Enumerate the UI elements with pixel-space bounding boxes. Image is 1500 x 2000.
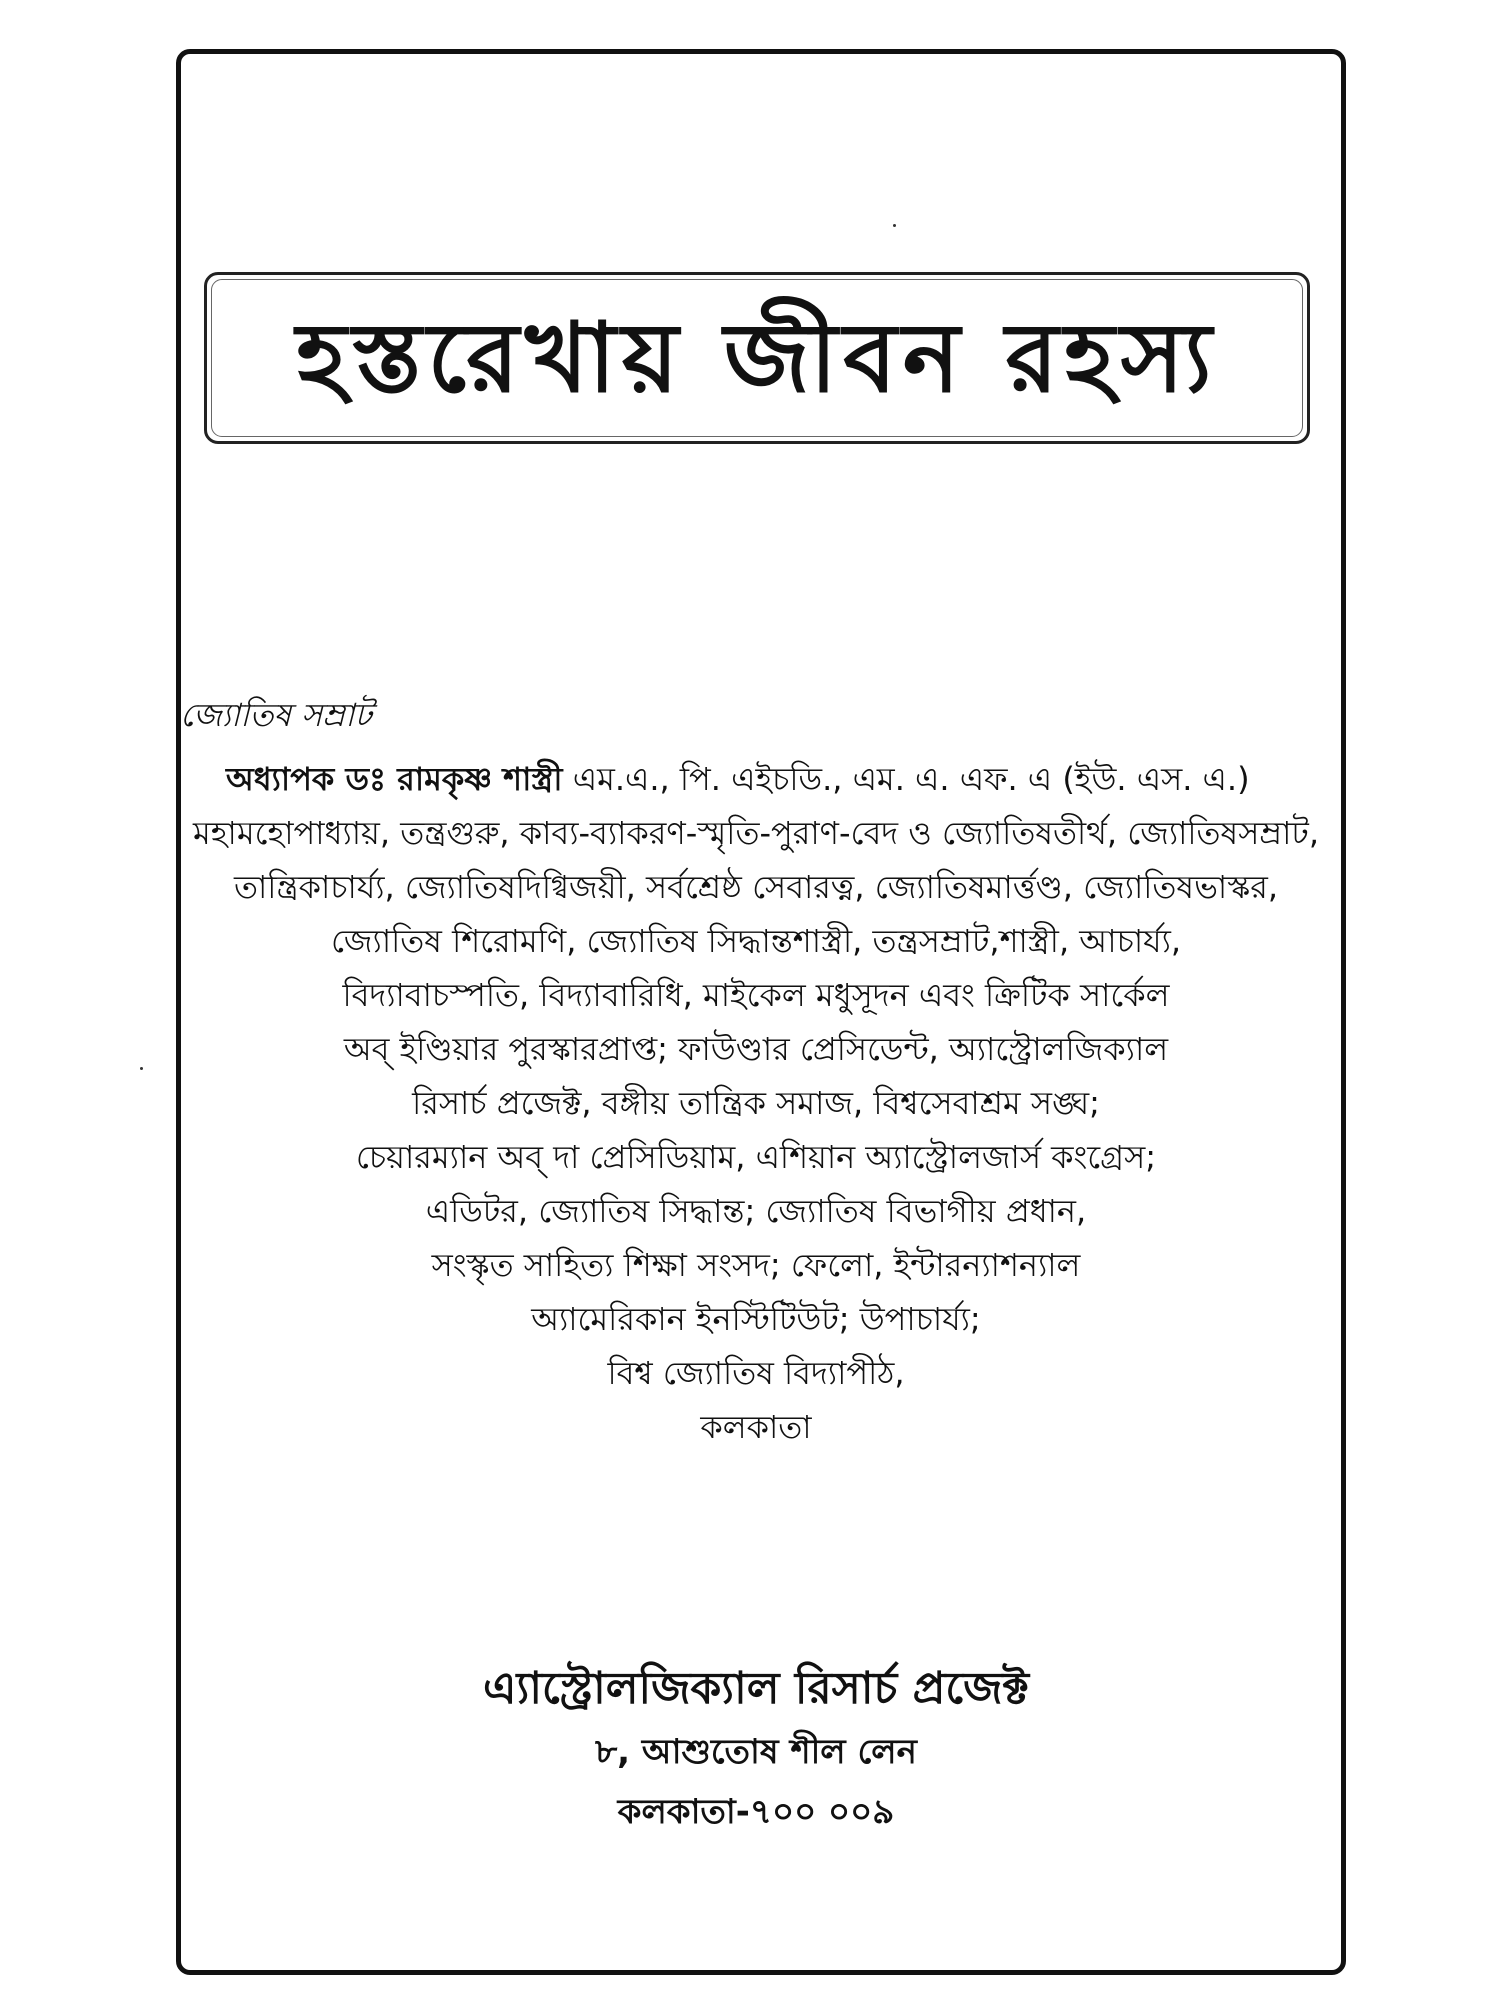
publisher-block xyxy=(186,1656,1326,1842)
credential-line: জ্যোতিষ শিরোমণি, জ্যোতিষ সিদ্ধান্তশাস্ত্রী, তন্ত্রসম্রাট,শাস্ত্রী, আচার্য্য, xyxy=(330,922,1182,960)
credential-line: অব্ ইণ্ডিয়ার পুরস্কারপ্রাপ্ত; ফাউণ্ডার প্রেসিডেন্ট, অ্যাস্ট্রোলজিক্যাল xyxy=(343,1030,1169,1068)
credential-line: কলকাতা xyxy=(700,1408,812,1446)
credential-line: বিদ্যাবাচস্পতি, বিদ্যাবারিধি, মাইকেল মধুসূদন এবং ক্রিটিক সার্কেল xyxy=(342,976,1170,1014)
title-box xyxy=(204,272,1310,444)
publisher-name: এ্যাস্ট্রোলজিক্যাল রিসার্চ প্রজেক্ট xyxy=(482,1663,1030,1714)
credential-line: তান্ত্রিকাচার্য্য, জ্যোতিষদিগ্বিজয়ী, সর্বশ্রেষ্ঠ সেবারত্ন, জ্যোতিষমার্ত্তণ্ড, জ্যোতিষভাস্কর, xyxy=(233,868,1279,906)
author-degrees: এম.এ., পি. এইচডি., এম. এ. এফ. এ (ইউ. এস. এ.) xyxy=(572,760,1250,798)
author-credits xyxy=(186,752,1326,1454)
credential-line: অ্যামেরিকান ইনস্টিটিউট; উপাচার্য্য; xyxy=(531,1300,981,1338)
author-line xyxy=(186,752,1326,806)
author-name: অধ্যাপক ডঃ রামকৃষ্ণ শাস্ত্রী xyxy=(226,760,563,798)
author-epithet: জ্যোতিষ সম্রাট xyxy=(180,696,372,734)
book-title: হস্তরেখায় জীবন রহস্য xyxy=(296,302,1218,414)
credential-line: এডিটর, জ্যোতিষ সিদ্ধান্ত; জ্যোতিষ বিভাগীয় প্রধান, xyxy=(425,1192,1087,1230)
credential-line: মহামহোপাধ্যায়, তন্ত্রগুরু, কাব্য-ব্যাকরণ-স্মৃতি-পুরাণ-বেদ ও জ্যোতিষতীর্থ, জ্যোতিষসম্রাট, xyxy=(192,814,1320,852)
print-speck xyxy=(893,224,896,227)
credential-line: সংস্কৃত সাহিত্য শিক্ষা সংসদ; ফেলো, ইন্টারন্যাশন্যাল xyxy=(431,1246,1081,1284)
publisher-address: ৮, আশুতোষ শীল লেন xyxy=(595,1732,917,1772)
credential-line: বিশ্ব জ্যোতিষ বিদ্যাপীঠ, xyxy=(607,1354,905,1392)
credential-line: রিসার্চ প্রজেক্ট, বঙ্গীয় তান্ত্রিক সমাজ, বিশ্বসেবাশ্রম সঙ্ঘ; xyxy=(412,1084,1100,1122)
print-speck xyxy=(140,1067,143,1070)
publisher-city: কলকাতা-৭০০ ০০৯ xyxy=(617,1792,895,1832)
credential-line: চেয়ারম্যান অব্ দা প্রেসিডিয়াম, এশিয়ান অ্যাস্ট্রোলজার্স কংগ্রেস; xyxy=(355,1138,1157,1176)
